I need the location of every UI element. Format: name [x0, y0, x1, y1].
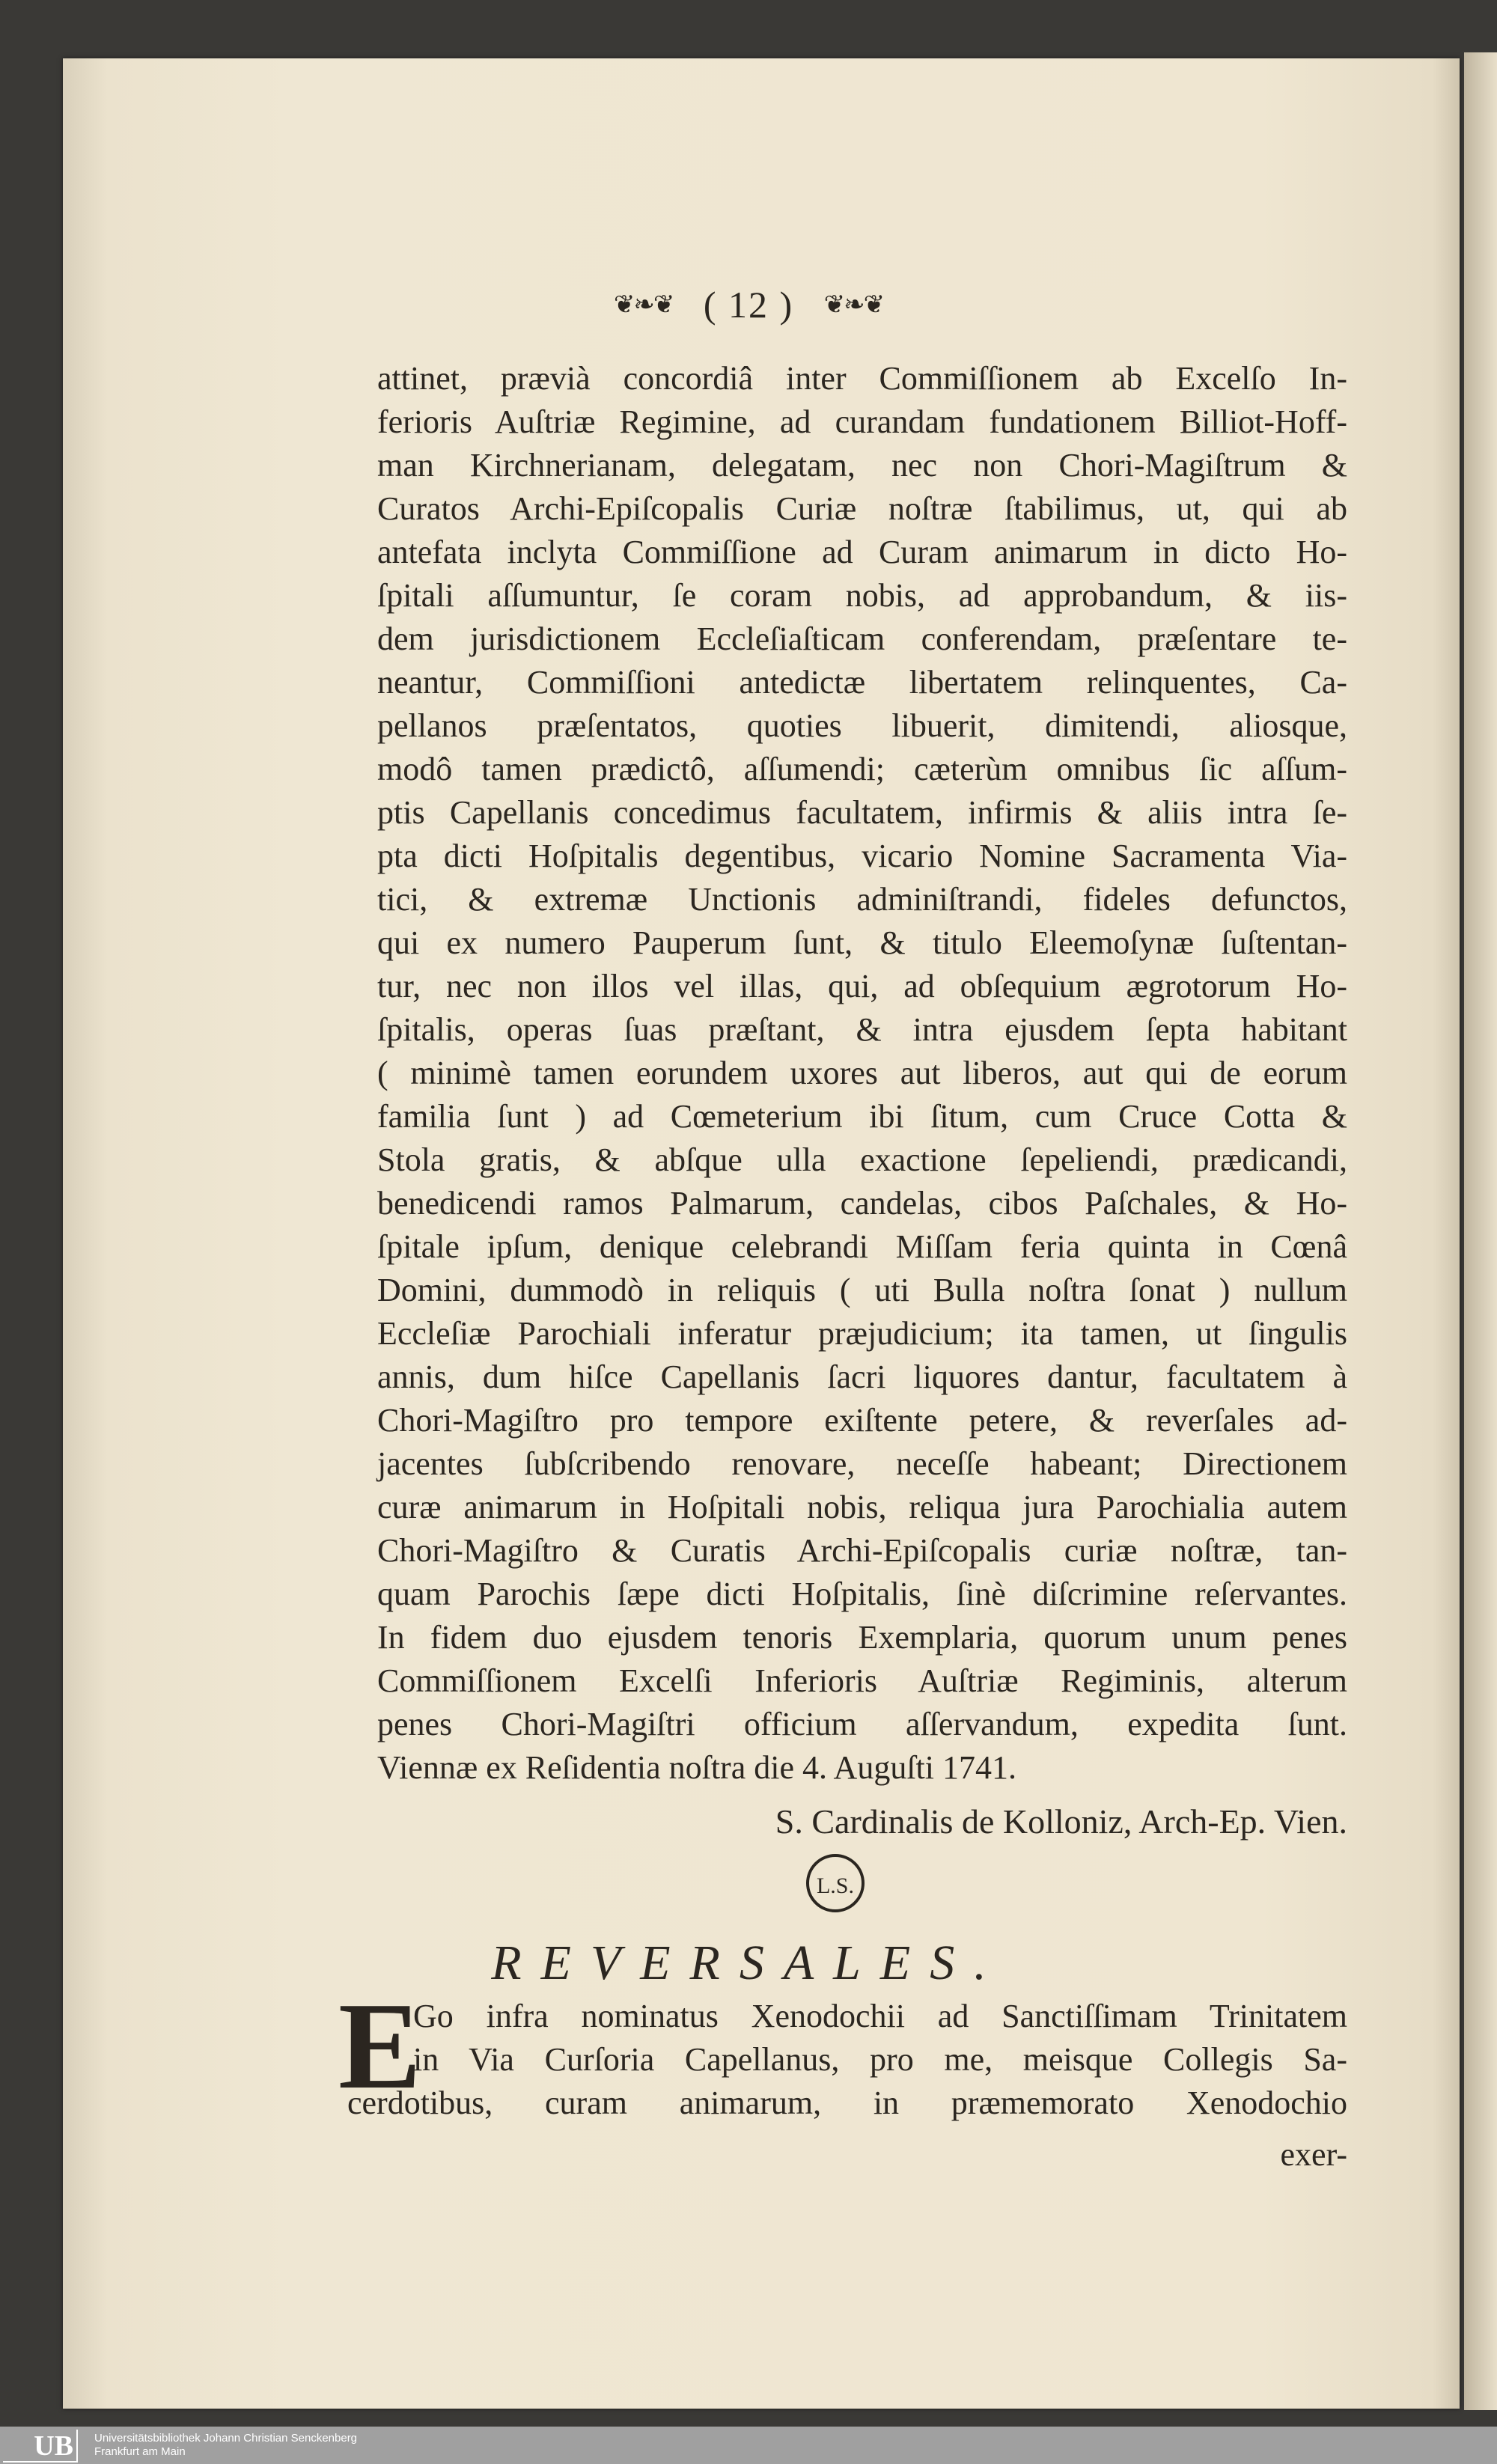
- text-line: man Kirchnerianam, delegatam, nec non Chori-Magiſtrum &: [377, 447, 1347, 484]
- text-line: ſpitali aſſumuntur, ſe coram nobis, ad approbandum, & iis-: [377, 577, 1347, 614]
- text-line: quam Parochis ſæpe dicti Hoſpitalis, ſinè diſcrimine reſervantes.: [377, 1576, 1347, 1612]
- library-city: Frankfurt am Main: [94, 2445, 186, 2458]
- text-line: antefata inclyta Commiſſione ad Curam animarum in dicto Ho-: [377, 534, 1347, 570]
- text-line: Viennæ ex Reſidentia noſtra die 4. Auguſti 1741.: [377, 1749, 1017, 1786]
- body-text: [377, 357, 1347, 1790]
- text-line: ſpitalis, operas ſuas præſtant, & intra ejusdem ſepta habitant: [377, 1011, 1347, 1048]
- text-line: curæ animarum in Hoſpitali nobis, reliqua jura Parochialia autem: [377, 1489, 1347, 1525]
- text-line: In fidem duo ejusdem tenoris Exemplaria, quorum unum penes: [377, 1619, 1347, 1656]
- text-line: Go infra nominatus Xenodochii ad Sanctiſſimam Trinitatem: [413, 1998, 1347, 2034]
- text-line: in Via Curſoria Capellanus, pro me, meisque Collegis Sa-: [413, 2041, 1347, 2078]
- text-line: penes Chori-Magiſtri officium aſſervandum, expedita ſunt.: [377, 1706, 1347, 1742]
- text-line: tur, nec non illos vel illas, qui, ad obſequium ægrotorum Ho-: [377, 968, 1347, 1004]
- text-line: dem jurisdictionem Eccleſiaſticam conferendam, præſentare te-: [377, 620, 1347, 657]
- text-line: pellanos præſentatos, quoties libuerit, dimitendi, aliosque,: [377, 707, 1347, 744]
- text-line: familia ſunt ) ad Cœmeterium ibi ſitum, cum Cruce Cotta &: [377, 1098, 1347, 1135]
- text-line: modô tamen prædictô, aſſumendi; cæterùm omnibus ſic aſſum-: [377, 751, 1347, 787]
- signature: S. Cardinalis de Kolloniz, Arch-Ep. Vien.: [775, 1802, 1347, 1841]
- text-line: jacentes ſubſcribendo renovare, neceſſe habeant; Directionem: [377, 1445, 1347, 1482]
- text-line: ferioris Auſtriæ Regimine, ad curandam fundationem Billiot-Hoff-: [377, 403, 1347, 440]
- text-line: Curatos Archi-Epiſcopalis Curiæ noſtræ ſtabilimus, ut, qui ab: [377, 490, 1347, 527]
- seal-stamp: L.S.: [806, 1854, 865, 1912]
- text-line: ptis Capellanis concedimus facultatem, infirmis & aliis intra ſe-: [377, 794, 1347, 831]
- text-line: cerdotibus, curam animarum, in præmemorato Xenodochio: [347, 2085, 1347, 2121]
- text-line: qui ex numero Pauperum ſunt, & titulo Eleemoſynæ ſuſtentan-: [377, 924, 1347, 961]
- text-line: Eccleſiæ Parochiali inferatur præjudicium; ita tamen, ut ſingulis: [377, 1315, 1347, 1352]
- reversales-text-cont: [347, 2082, 1347, 2125]
- text-line: Chori-Magiſtro & Curatis Archi-Epiſcopalis curiæ noſtræ, tan-: [377, 1532, 1347, 1569]
- text-line: tici, & extremæ Unctionis adminiſtrandi, fideles defunctos,: [377, 881, 1347, 918]
- ornament-right: ❦❧❦: [823, 290, 884, 319]
- text-line: ſpitale ipſum, denique celebrandi Miſſam feria quinta in Cœnâ: [377, 1228, 1347, 1265]
- text-line: Commiſſionem Excelſi Inferioris Auſtriæ Regiminis, alterum: [377, 1662, 1347, 1699]
- library-logo: UB: [3, 2430, 78, 2463]
- text-line: benedicendi ramos Palmarum, candelas, cibos Paſchales, & Ho-: [377, 1185, 1347, 1222]
- library-name: Universitätsbibliothek Johann Christian Senckenberg: [94, 2432, 358, 2445]
- text-line: Stola gratis, & abſque ulla exactione ſepeliendi, prædicandi,: [377, 1141, 1347, 1178]
- text-line: annis, dum hiſce Capellanis ſacri liquores dantur, facultatem à: [377, 1358, 1347, 1395]
- drop-cap: E: [338, 1977, 421, 2114]
- next-page-edge: [1464, 52, 1497, 2410]
- text-line: attinet, prævià concordiâ inter Commiſſionem ab Excelſo In-: [377, 360, 1347, 397]
- library-footer: [0, 2427, 1497, 2464]
- text-line: Domini, dummodò in reliquis ( uti Bulla noſtra ſonat ) nullum: [377, 1272, 1347, 1308]
- text-line: ( minimè tamen eorundem uxores aut liberos, aut qui de eorum: [377, 1055, 1347, 1091]
- ornament-left: ❦❧❦: [613, 290, 674, 319]
- text-line: neantur, Commiſſioni antedictæ libertatem relinquentes, Ca-: [377, 664, 1347, 701]
- text-line: Chori-Magiſtro pro tempore exiſtente petere, & reverſales ad-: [377, 1402, 1347, 1439]
- page-header: [0, 278, 1497, 326]
- reversales-text: [413, 1995, 1347, 2082]
- catchword: exer-: [1280, 2136, 1347, 2173]
- section-heading: REVERSALES.: [491, 1936, 1006, 1990]
- page-number: ( 12 ): [703, 283, 794, 326]
- text-line: pta dicti Hoſpitalis degentibus, vicario Nomine Sacramenta Via-: [377, 838, 1347, 874]
